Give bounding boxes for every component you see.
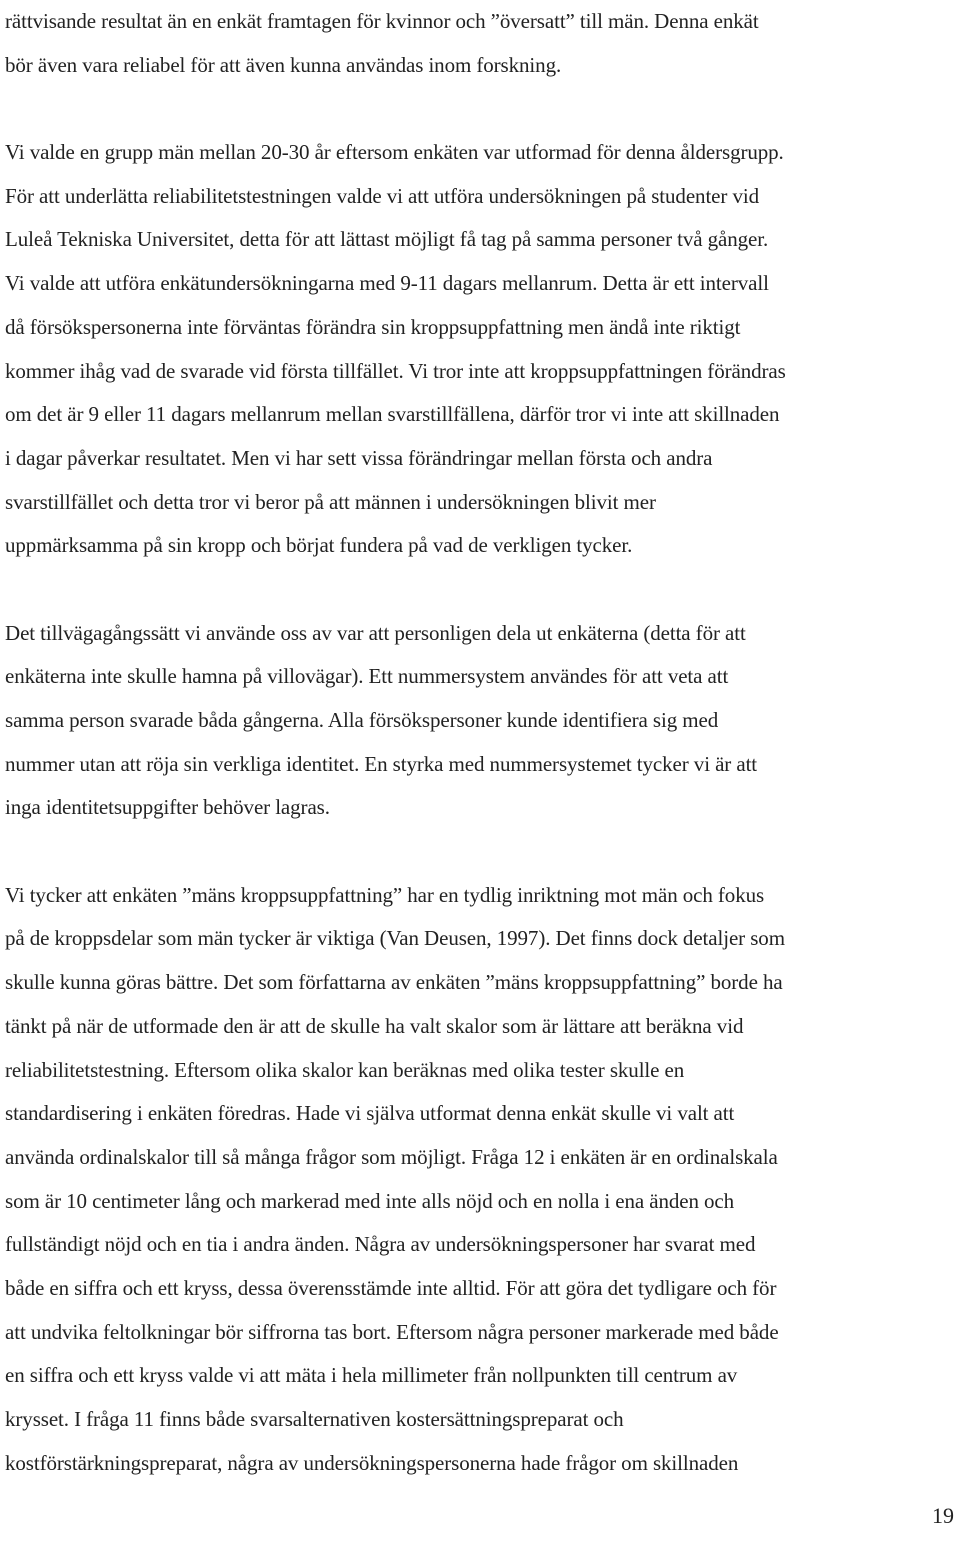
text-line: reliabilitetstestning. Eftersom olika skalor kan beräknas med olika tester skulle en	[5, 1057, 685, 1082]
text-line: samma person svarade båda gångerna. Alla försökspersoner kunde identifiera sig med	[5, 708, 719, 732]
text-line: Det tillvägagångssätt vi använde oss av var att personligen dela ut enkäterna (detta för att	[5, 620, 746, 645]
text-line: svarstillfället och detta tror vi beror på att männen i undersökningen blivit mer	[5, 489, 656, 514]
page-number: 19	[932, 1503, 954, 1528]
text-line: tänkt på när de utformade den är att de skulle ha valt skalor som är lättare att beräkna vid	[5, 1013, 744, 1038]
body-text	[5, 0, 957, 1485]
text-line: nummer utan att röja sin verkliga identitet. En styrka med nummersystemet tycker vi är att	[5, 751, 758, 776]
text-line: För att underlätta reliabilitetstestningen valde vi att utföra undersökningen på studenter vid	[5, 183, 759, 208]
text-line: som är 10 centimeter lång och markerad med inte alls nöjd och en nolla i ena änden och	[5, 1188, 735, 1213]
text-line: skulle kunna göras bättre. Det som författarna av enkäten ”mäns kroppsuppfattning” borde ha	[5, 970, 783, 995]
text-line: om det är 9 eller 11 dagars mellanrum mellan svarstillfällena, därför tror vi inte att skillnaden	[5, 402, 780, 427]
text-line: att undvika feltolkningar bör siffrorna tas bort. Eftersom några personer markerade med både	[5, 1319, 779, 1344]
text-line: Vi valde att utföra enkätundersökningarna med 9-11 dagars mellanrum. Detta är ett intervall	[5, 271, 769, 296]
text-line: fullständigt nöjd och en tia i andra änden. Några av undersökningspersoner har svarat med	[5, 1232, 756, 1257]
text-line: använda ordinalskalor till så många frågor som möjligt. Fråga 12 i enkäten är en ordinalskala	[5, 1144, 778, 1169]
paragraph-1	[5, 0, 957, 87]
text-line: då försökspersonerna inte förväntas förändra sin kroppsuppfattning men ändå inte riktigt	[5, 314, 741, 339]
text-line: enkäterna inte skulle hamna på villovägar). Ett nummersystem användes för att veta att	[5, 664, 729, 689]
text-line: Vi tycker att enkäten ”mäns kroppsuppfattning” har en tydlig inriktning mot män och fokus	[5, 882, 765, 907]
text-line: kostförstärkningspreparat, några av undersökningspersonerna hade frågor om skillnaden	[5, 1450, 739, 1475]
text-line: i dagar påverkar resultatet. Men vi har sett vissa förändringar mellan första och andra	[5, 445, 713, 470]
text-line: kommer ihåg vad de svarade vid första tillfället. Vi tror inte att kroppsuppfattningen förändras	[5, 358, 786, 383]
text-line: bör även vara reliabel för att även kunna användas inom forskning.	[5, 52, 562, 77]
text-line: standardisering i enkäten föredras. Hade vi själva utformat denna enkät skulle vi valt att	[5, 1101, 735, 1126]
text-line: uppmärksamma på sin kropp och börjat fundera på vad de verkligen tycker.	[5, 533, 633, 558]
text-line: både en siffra och ett kryss, dessa överensstämde inte alltid. För att göra det tydligare och för	[5, 1275, 777, 1300]
text-line: krysset. I fråga 11 finns både svarsalternativen kostersättningspreparat och	[5, 1407, 624, 1431]
text-line: rättvisande resultat än en enkät framtagen för kvinnor och ”översatt” till män. Denna enkät	[5, 9, 759, 33]
text-line: Vi valde en grupp män mellan 20-30 år eftersom enkäten var utformad för denna åldersgrupp.	[5, 140, 784, 165]
text-line: på de kroppsdelar som män tycker är viktiga (Van Deusen, 1997). Det finns dock detaljer som	[5, 926, 785, 951]
paragraph-3	[5, 612, 957, 830]
paragraph-4	[5, 874, 957, 1486]
paragraph-2	[5, 131, 957, 568]
text-line: inga identitetsuppgifter behöver lagras.	[5, 795, 330, 820]
text-line: Luleå Tekniska Universitet, detta för att lättast möjligt få tag på samma personer två gånger.	[5, 227, 769, 252]
text-line: en siffra och ett kryss valde vi att mäta i hela millimeter från nollpunkten till centrum av	[5, 1363, 738, 1388]
